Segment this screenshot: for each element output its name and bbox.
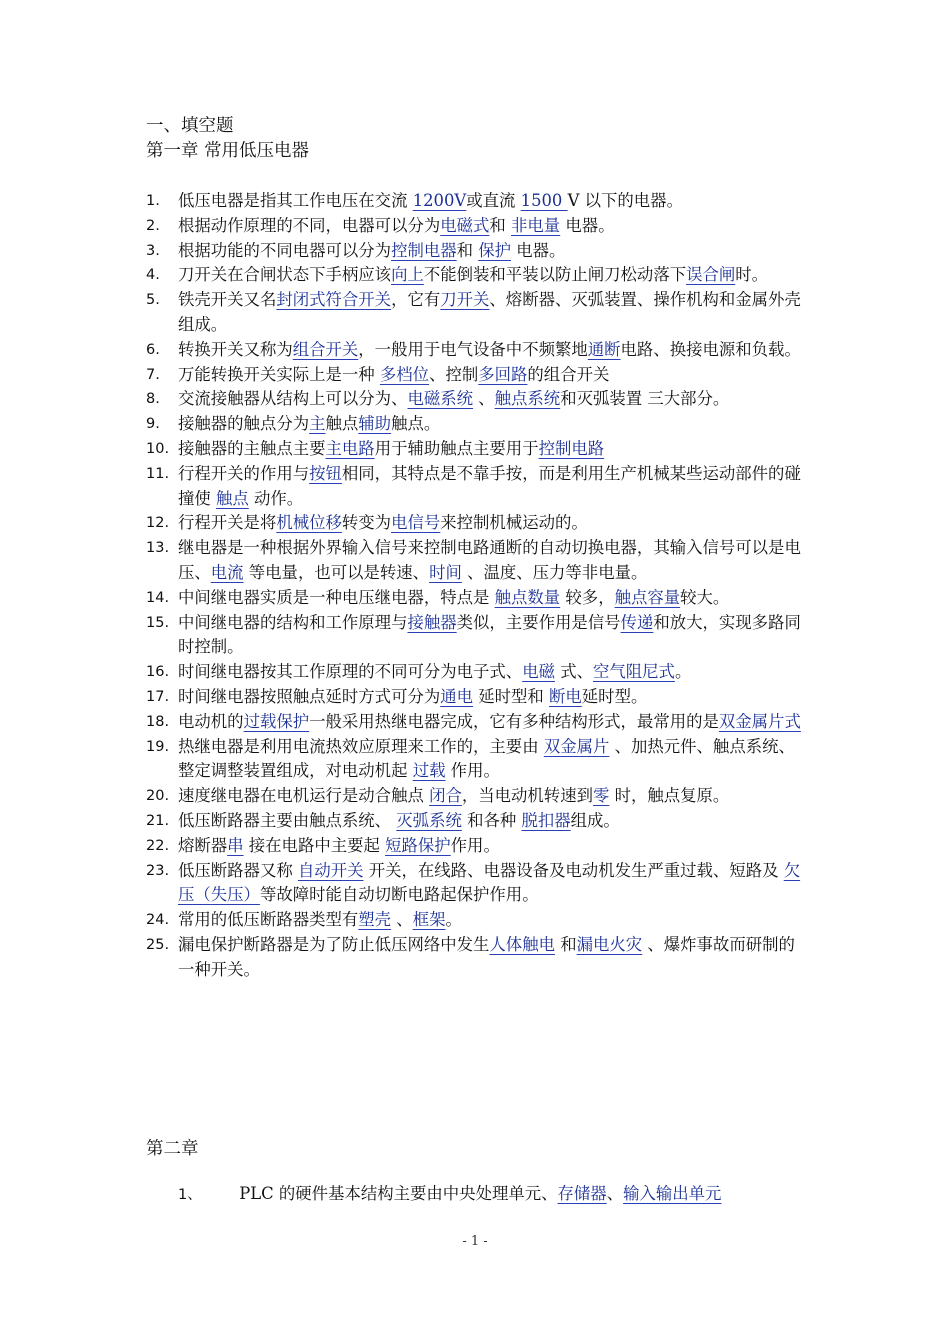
answer-blank: 灭弧系统 — [396, 810, 462, 830]
answer-blank: 封闭式符合开关 — [276, 290, 392, 310]
question-text: 延时型和 — [473, 686, 550, 706]
answer-blank: 时间 — [429, 562, 462, 582]
question-number: 1. — [146, 193, 160, 209]
answer-blank: 欠压（失压） — [178, 860, 801, 905]
question-text: 用于辅助触点主要用于 — [374, 438, 539, 458]
question-number: 25. — [146, 936, 170, 953]
question-text: 根据功能的不同电器可以分为 — [178, 240, 392, 260]
question-text: ，它有 — [391, 290, 441, 310]
question-text: 电器。 — [560, 215, 615, 235]
question-text: 铁壳开关又名 — [178, 290, 277, 310]
question-text: 电路、换接电源和负载。 — [620, 339, 801, 359]
question-text: 行程开关的作用与 — [178, 463, 310, 483]
question-text: 电动机的 — [178, 711, 244, 731]
answer-blank: 输入输出单元 — [623, 1184, 722, 1203]
question-text: 组成。 — [570, 810, 620, 830]
question-item — [146, 462, 810, 512]
answer-blank: 机械位移 — [276, 513, 342, 533]
answer-blank: 辅助 — [358, 414, 392, 434]
question-text: 式、 — [554, 662, 593, 682]
question-text: ，一般用于电气设备中不频繁地 — [358, 339, 588, 359]
question-text: 低压断路器又称 — [178, 860, 298, 880]
question-text: 电器。 — [511, 240, 566, 260]
question-text: 不能倒装和平装以防止闸刀松动落下 — [423, 265, 687, 285]
question-number: 12. — [146, 515, 170, 532]
question-text: 时间继电器按其工作原理的不同可分为电子式、 — [178, 662, 523, 682]
question-number: 11. — [146, 465, 170, 482]
answer-blank: 多档位 — [379, 364, 430, 384]
question-text: 时，触点复原。 — [609, 786, 730, 806]
answer-blank: 双金属片 — [543, 736, 610, 756]
answer-blank: 双金属片式 — [718, 711, 801, 731]
question-number: 19. — [146, 738, 170, 755]
question-text: 和灭弧装置 三大部分。 — [560, 389, 730, 409]
question-number: 4. — [146, 267, 160, 284]
question-item — [146, 338, 810, 363]
chapter2-title: 第二章 — [146, 1139, 199, 1159]
question-text: 中间继电器的结构和工作原理与 — [178, 612, 408, 632]
question-number: 7. — [146, 366, 160, 383]
question-text: 延时型。 — [581, 686, 648, 706]
answer-blank: 1500 — [520, 191, 568, 210]
question-text: 作用。 — [445, 761, 500, 781]
question-text: 等故障时能自动切断电路起保护作用。 — [259, 885, 539, 905]
question-text: 和 — [554, 934, 577, 954]
answer-blank: 触点系统 — [494, 389, 561, 409]
question-item — [146, 933, 810, 983]
question-number: 16. — [146, 664, 170, 681]
question-text: PLC 的硬件基本结构主要由中央处理单元、 — [239, 1184, 558, 1203]
question-text: 或直流 — [466, 191, 521, 210]
question-text: ，当电动机转速到 — [461, 786, 593, 806]
question-number: 14. — [146, 589, 170, 606]
question-text: 、 — [606, 1184, 624, 1203]
question-text: 、温度、压力等非电量。 — [461, 562, 648, 582]
question-text: 漏电保护断路器是为了防止低压网络中发生 — [178, 934, 490, 954]
question-text: 中间继电器实质是一种电压继电器，特点是 — [178, 587, 495, 607]
question-item — [146, 908, 810, 933]
question-text: 继电器是一种根据外界输入信号来控制电路通断的自动切换电器，其输入信号可以是电压、 — [178, 538, 801, 582]
answer-blank: 触点 — [216, 488, 249, 508]
question-item — [146, 214, 810, 239]
answer-blank: 漏电火灾 — [576, 934, 643, 954]
question-text: 、加热元件、触点系统、整定调整装置组成，对电动机起 — [178, 736, 795, 781]
question-item — [146, 387, 810, 412]
question-item — [146, 363, 810, 388]
question-item — [146, 511, 810, 536]
question-text: 一般采用热继电器完成，它有多种结构形式，最常用的是 — [309, 711, 719, 731]
answer-blank: 向上 — [391, 265, 424, 285]
question-text: 作用。 — [450, 835, 500, 855]
question-item — [146, 189, 810, 214]
question-number: 3. — [146, 242, 160, 259]
answer-blank: 人体触电 — [489, 934, 555, 954]
answer-blank: 非电量 — [511, 215, 561, 235]
question-text: 交流接触器从结构上可以分为、 — [178, 389, 408, 409]
answer-blank: 断电 — [549, 686, 582, 706]
question-number: 20. — [146, 788, 170, 805]
question-text: 、 — [473, 389, 495, 409]
question-number: 18. — [146, 713, 170, 730]
question-item — [146, 239, 810, 264]
question-text: 和 — [489, 215, 512, 235]
answer-blank: 串 — [227, 835, 244, 855]
answer-blank: 组合开关 — [292, 339, 359, 359]
question-item — [146, 288, 810, 338]
question-text: 转变为 — [341, 513, 392, 533]
question-number: 23. — [146, 862, 170, 879]
question-text: 时。 — [735, 265, 769, 285]
answer-blank: 通电 — [440, 686, 474, 706]
question-text: 接触器的主触点主要 — [178, 438, 326, 458]
question-text: 触点。 — [391, 414, 441, 434]
answer-blank: 控制电器 — [391, 240, 457, 260]
question-text: 较大。 — [680, 587, 730, 607]
question-item — [146, 586, 810, 611]
question-number: 9. — [146, 416, 160, 433]
answer-blank: 误合闸 — [686, 265, 736, 285]
question-text: 低压电器是指其工作电压在交流 — [178, 191, 413, 210]
answer-blank: 过载 — [412, 761, 446, 781]
answer-blank: 过载保护 — [243, 711, 310, 731]
answer-blank: 自动开关 — [297, 860, 364, 880]
answer-blank: 主电路 — [325, 438, 375, 458]
answer-blank: 按钮 — [309, 463, 342, 483]
question-item — [146, 437, 810, 462]
question-number: 13. — [146, 540, 170, 557]
answer-blank: 接触器 — [407, 612, 457, 632]
answer-blank: 保护 — [478, 240, 512, 260]
question-number: 1、 — [178, 1187, 202, 1203]
question-text: 开关，在线路、电器设备及电动机发生严重过载、短路及 — [363, 860, 784, 880]
question-number: 22. — [146, 837, 170, 854]
question-text: 接触器的触点分为 — [178, 414, 310, 434]
question-item — [146, 412, 810, 437]
answer-blank: 1200V — [412, 191, 467, 210]
question-item — [146, 834, 810, 859]
question-number: 2. — [146, 217, 160, 234]
question-number: 6. — [146, 341, 160, 358]
question-text: 时间继电器按照触点延时方式可分为 — [178, 686, 441, 706]
question-item — [146, 710, 810, 735]
question-text: 和 — [456, 240, 479, 260]
question-text: 来控制机械运动的。 — [440, 513, 588, 533]
answer-blank: 触点数量 — [494, 587, 561, 607]
question-number: 8. — [146, 391, 160, 408]
question-text: 相同，其特点是不靠手按，而是利用生产机械某些运动部件的碰撞使 — [178, 463, 801, 508]
answer-blank: 多回路 — [478, 364, 528, 384]
question-text: 转换开关又称为 — [178, 339, 293, 359]
question-text: V 以下的电器。 — [567, 191, 683, 210]
question-text: 、熔断器、灭弧装置、操作机构和金属外壳组成。 — [178, 290, 801, 334]
answer-blank: 框架 — [412, 910, 446, 930]
question-number: 15. — [146, 614, 170, 631]
answer-blank: 脱扣器 — [521, 810, 571, 830]
question-text: 和放大，实现多路同时控制。 — [178, 612, 801, 657]
answer-blank: 零 — [592, 786, 610, 806]
answer-blank: 电磁 — [522, 662, 555, 682]
question-item — [146, 685, 810, 710]
question-text: 、控制 — [429, 364, 479, 384]
answer-blank: 空气阻尼式 — [592, 662, 675, 682]
question-list — [146, 189, 810, 983]
question-number: 5. — [146, 292, 160, 309]
question-text: 等电量，也可以是转速、 — [243, 562, 430, 582]
answer-blank: 闭合 — [429, 786, 462, 806]
question-text: 、爆炸事故而研制的一种开关。 — [178, 934, 795, 979]
answer-blank: 电信号 — [391, 513, 441, 533]
question-text: 、 — [391, 910, 413, 930]
question-item — [146, 611, 810, 661]
section-title: 一、填空题 — [146, 116, 234, 136]
answer-blank: 塑壳 — [358, 910, 392, 930]
question-item — [146, 536, 810, 586]
question-text: 触点 — [325, 414, 359, 434]
question-item — [146, 859, 810, 909]
question-number: 10. — [146, 440, 170, 457]
question-item — [146, 735, 810, 785]
page-number: - 1 - — [462, 1234, 488, 1249]
answer-blank: 主 — [309, 414, 326, 434]
question-item — [146, 809, 810, 834]
answer-blank: 电磁式 — [440, 215, 490, 235]
answer-blank: 控制电路 — [538, 438, 605, 458]
answer-blank: 传递 — [620, 612, 654, 632]
answer-blank: 电磁系统 — [407, 389, 474, 409]
answer-blank: 电流 — [210, 562, 244, 582]
question-text: 热继电器是利用电流热效应原理来工作的，主要由 — [178, 736, 544, 756]
question-text: 。 — [674, 662, 692, 682]
answer-blank: 触点容量 — [614, 587, 681, 607]
question-number: 21. — [146, 812, 170, 829]
question-item — [146, 784, 810, 809]
question-text: 熔断器 — [178, 835, 228, 855]
question-text: 和各种 — [461, 810, 522, 830]
question-text: 。 — [445, 910, 462, 930]
answer-blank: 存储器 — [557, 1184, 607, 1203]
question-text: 刀开关在合闸状态下手柄应该 — [178, 265, 392, 285]
question-text: 接在电路中主要起 — [243, 835, 386, 855]
answer-blank: 短路保护 — [385, 835, 451, 855]
question-text: 低压断路器主要由触点系统、 — [178, 810, 397, 830]
question-text: 速度继电器在电机运行是动合触点 — [178, 786, 430, 806]
answer-blank: 通断 — [587, 339, 621, 359]
question-text: 万能转换开关实际上是一种 — [178, 364, 380, 384]
question-number: 24. — [146, 912, 170, 929]
question-number: 17. — [146, 688, 170, 705]
question-item — [146, 660, 810, 685]
question-text: 行程开关是将 — [178, 513, 277, 533]
question-text: 常用的低压断路器类型有 — [178, 910, 359, 930]
question-item — [146, 263, 810, 288]
chapter2-question — [178, 1182, 721, 1207]
question-text: 类似，主要作用是信号 — [456, 612, 621, 632]
question-text: 根据动作原理的不同，电器可以分为 — [178, 215, 441, 235]
question-text: 动作。 — [248, 488, 304, 508]
question-text: 的组合开关 — [527, 364, 610, 384]
question-text: 较多， — [560, 587, 615, 607]
answer-blank: 刀开关 — [440, 290, 490, 310]
chapter1-title: 第一章 常用低压电器 — [146, 141, 310, 161]
